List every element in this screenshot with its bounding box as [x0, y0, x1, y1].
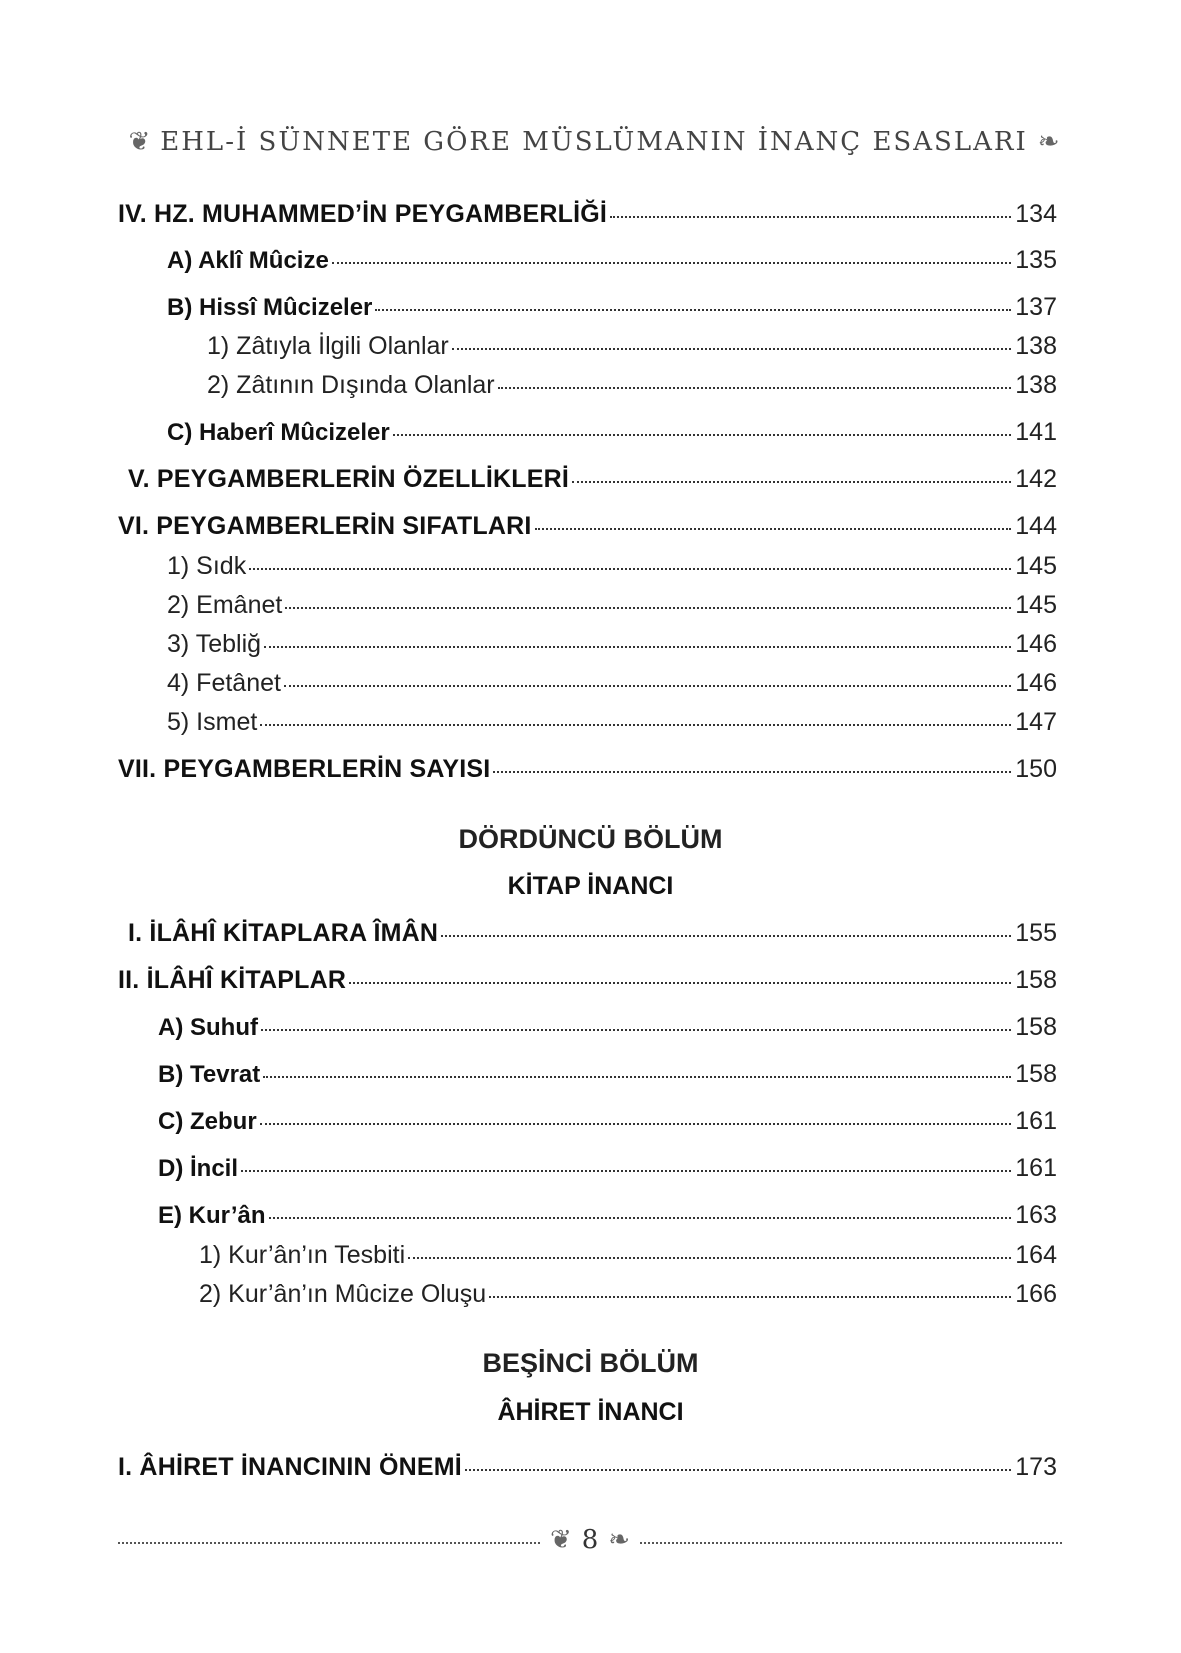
toc-entry-label: A) Aklî Mûcize — [167, 247, 329, 274]
toc-page-number: 141 — [1015, 418, 1057, 446]
toc-dot-leader — [465, 1469, 1011, 1471]
running-footer — [118, 1520, 1062, 1560]
toc-page-number: 138 — [1015, 332, 1057, 360]
toc-entry-label: C) Haberî Mûcizeler — [167, 419, 390, 446]
footer-dotted-rule-left — [118, 1542, 540, 1544]
toc-entry-label: VII. PEYGAMBERLERİN SAYISI — [118, 755, 491, 783]
toc-page-number: 145 — [1015, 591, 1057, 619]
toc-page-number: 163 — [1015, 1201, 1057, 1229]
toc-entry[interactable] — [167, 705, 1057, 739]
toc-entry[interactable] — [199, 1277, 1057, 1311]
toc-dot-leader — [408, 1257, 1011, 1259]
toc-page-number: 155 — [1015, 919, 1057, 947]
toc-entry[interactable] — [118, 509, 1057, 543]
page-number: 8 — [581, 1525, 599, 1555]
toc-page-number: 158 — [1015, 966, 1057, 994]
toc-entry[interactable] — [199, 1238, 1057, 1272]
toc-entry-label: 4) Fetânet — [167, 669, 281, 697]
toc-page-number: 134 — [1015, 200, 1057, 228]
toc-dot-leader — [493, 771, 1011, 773]
toc-entry[interactable] — [167, 627, 1057, 661]
toc-entry[interactable] — [118, 197, 1057, 231]
toc-entry-label: B) Tevrat — [158, 1061, 261, 1088]
toc-dot-leader — [264, 646, 1011, 648]
toc-entry-label: V. PEYGAMBERLERİN ÖZELLİKLERİ — [128, 465, 570, 493]
toc-entry[interactable] — [167, 588, 1057, 622]
floral-ornament-icon: ❦ — [128, 127, 151, 157]
toc-dot-leader — [610, 216, 1011, 218]
toc-entry[interactable] — [158, 1104, 1057, 1138]
toc-entry[interactable] — [167, 290, 1057, 324]
toc-dot-leader — [285, 607, 1011, 609]
toc-entry[interactable] — [158, 1198, 1057, 1232]
toc-entry-label: 5) Ismet — [167, 708, 258, 736]
toc-entry-label: VI. PEYGAMBERLERİN SIFATLARI — [118, 512, 532, 540]
toc-entry-label: 2) Kur’ân’ın Mûcize Oluşu — [199, 1280, 487, 1308]
toc-dot-leader — [393, 434, 1012, 436]
toc-dot-leader — [260, 724, 1011, 726]
toc-entry-label: D) İncil — [158, 1155, 239, 1182]
toc-entry[interactable] — [167, 549, 1057, 583]
toc-entry-label: 2) Emânet — [167, 591, 283, 619]
toc-dot-leader — [535, 528, 1012, 530]
toc-page-number: 137 — [1015, 293, 1057, 321]
running-header — [128, 122, 1060, 162]
toc-entry[interactable] — [128, 916, 1057, 950]
toc-page-number: 147 — [1015, 708, 1057, 736]
toc-entry-label: C) Zebur — [158, 1108, 257, 1135]
toc-page-number: 158 — [1015, 1013, 1057, 1041]
toc-page-number: 145 — [1015, 552, 1057, 580]
part-subheading: KİTAP İNANCI — [507, 872, 674, 900]
toc-dot-leader — [260, 1123, 1012, 1125]
toc-dot-leader — [284, 685, 1011, 687]
part-heading: DÖRDÜNCÜ BÖLÜM — [458, 824, 723, 854]
toc-entry-label: 3) Tebliğ — [167, 630, 262, 658]
toc-dot-leader — [249, 568, 1011, 570]
toc-entry[interactable] — [158, 1057, 1057, 1091]
toc-page-number: 150 — [1015, 755, 1057, 783]
toc-entry[interactable] — [207, 368, 1057, 402]
toc-page-number: 146 — [1015, 630, 1057, 658]
part-heading: BEŞİNCİ BÖLÜM — [482, 1348, 699, 1378]
toc-dot-leader — [261, 1029, 1011, 1031]
toc-page-number: 138 — [1015, 371, 1057, 399]
footer-dotted-rule-right — [640, 1542, 1062, 1544]
toc-dot-leader — [452, 348, 1012, 350]
toc-entry[interactable] — [118, 1450, 1057, 1484]
toc-page-number: 173 — [1015, 1453, 1057, 1481]
toc-entry-label: B) Hissî Mûcizeler — [167, 294, 373, 321]
running-header-title: EHL-İ SÜNNETE GÖRE MÜSLÜMANIN İNANÇ ESASLARI — [160, 127, 1028, 157]
toc-page-number: 135 — [1015, 246, 1057, 274]
toc-page-number: 164 — [1015, 1241, 1057, 1269]
toc-entry-label: IV. HZ. MUHAMMED’İN PEYGAMBERLİĞİ — [118, 200, 608, 228]
toc-entry-label: E) Kur’ân — [158, 1202, 266, 1229]
toc-entry-label: 2) Zâtının Dışında Olanlar — [207, 371, 495, 399]
toc-dot-leader — [349, 982, 1011, 984]
toc-page-number: 144 — [1015, 512, 1057, 540]
toc-page-number: 142 — [1015, 465, 1057, 493]
toc-entry[interactable] — [118, 963, 1057, 997]
toc-entry[interactable] — [167, 243, 1057, 277]
toc-page-number: 146 — [1015, 669, 1057, 697]
toc-entry-label: 1) Kur’ân’ın Tesbiti — [199, 1241, 406, 1269]
floral-ornament-icon: ❧ — [1037, 127, 1060, 157]
toc-entry-label: I. ÂHİRET İNANCININ ÖNEMİ — [118, 1453, 462, 1481]
toc-dot-leader — [332, 262, 1011, 264]
toc-page-number: 161 — [1015, 1154, 1057, 1182]
toc-entry-label: I. İLÂHÎ KİTAPLARA ÎMÂN — [128, 919, 439, 947]
toc-dot-leader — [375, 309, 1011, 311]
toc-dot-leader — [269, 1217, 1012, 1219]
toc-entry-label: 1) Zâtıyla İlgili Olanlar — [207, 332, 449, 360]
toc-entry[interactable] — [158, 1010, 1057, 1044]
toc-entry[interactable] — [167, 415, 1057, 449]
toc-entry-label: 1) Sıdk — [167, 552, 247, 580]
floral-ornament-icon: ❦ — [549, 1525, 572, 1555]
toc-dot-leader — [263, 1076, 1011, 1078]
toc-dot-leader — [489, 1296, 1011, 1298]
toc-dot-leader — [572, 481, 1011, 483]
toc-page-number: 158 — [1015, 1060, 1057, 1088]
toc-page-number: 166 — [1015, 1280, 1057, 1308]
toc-entry[interactable] — [167, 666, 1057, 700]
toc-entry[interactable] — [158, 1151, 1057, 1185]
toc-dot-leader — [498, 387, 1012, 389]
toc-entry[interactable] — [128, 462, 1057, 496]
toc-dot-leader — [241, 1170, 1011, 1172]
toc-entry[interactable] — [118, 752, 1057, 786]
toc-page-number: 161 — [1015, 1107, 1057, 1135]
toc-entry-label: II. İLÂHÎ KİTAPLAR — [118, 966, 347, 994]
toc-entry-label: A) Suhuf — [158, 1014, 258, 1041]
toc-entry[interactable] — [207, 329, 1057, 363]
part-subheading: ÂHİRET İNANCI — [497, 1398, 684, 1426]
floral-ornament-icon: ❧ — [608, 1525, 631, 1555]
toc-dot-leader — [441, 935, 1011, 937]
